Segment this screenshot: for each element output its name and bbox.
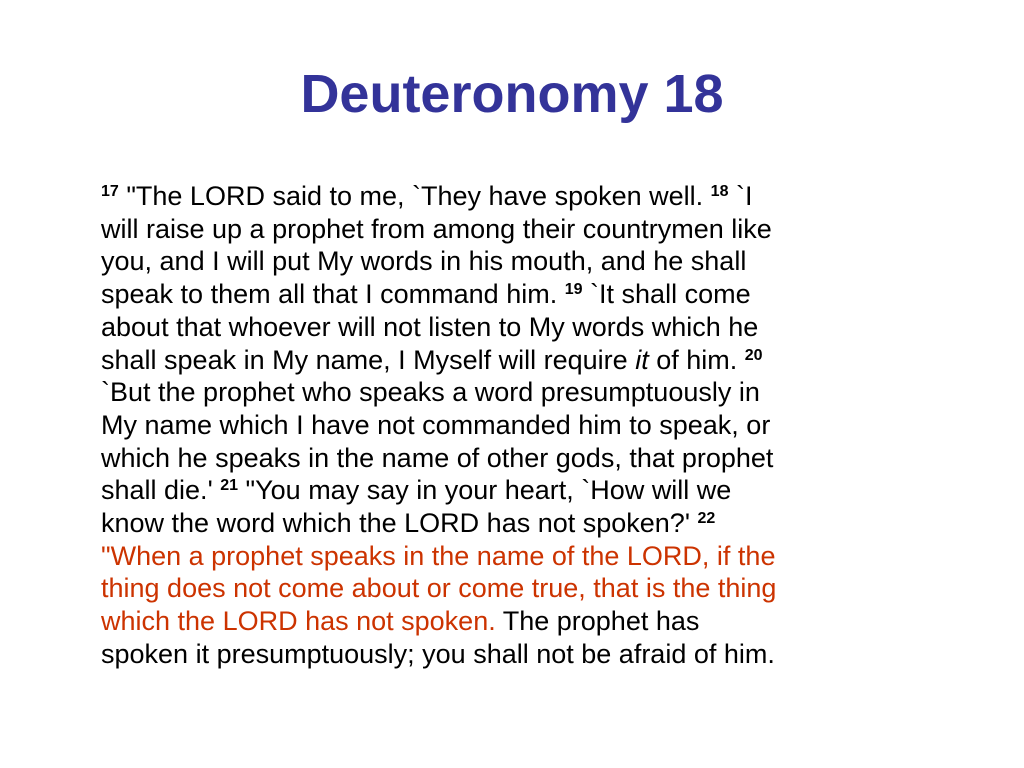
- verse-text: "The LORD said to me, `They have spoken well.: [126, 181, 704, 211]
- verse-text: shall die.': [101, 475, 213, 506]
- verse-text: "You may say in your heart, `How will we: [245, 475, 732, 506]
- verse-text: The prophet has: [502, 606, 700, 637]
- passage-line-highlighted: [101, 572, 963, 605]
- passage-line: [101, 474, 963, 507]
- verse-text: shall speak in My name, I Myself will require: [101, 344, 628, 375]
- verse-number: 18: [710, 183, 729, 200]
- passage-line: [101, 442, 963, 475]
- passage-line: [101, 245, 963, 278]
- verse-text: `But the prophet who speaks a word presumptuously in: [101, 377, 760, 408]
- highlighted-text: "When a prophet speaks in the name of the LORD, if the: [101, 540, 776, 571]
- verse-number: 17: [101, 183, 119, 200]
- verse-text: `I: [735, 181, 753, 211]
- verse-number: 20: [744, 346, 763, 364]
- verse-text: about that whoever will not listen to My words which he: [101, 311, 759, 342]
- verse-text: you, and I will put My words in his mouth, and he shall: [101, 246, 747, 277]
- verse-number: 21: [220, 477, 239, 495]
- verse-text: `It shall come: [590, 279, 751, 310]
- highlighted-text: thing does not come about or come true, that is the thing: [101, 573, 777, 604]
- passage-line: [101, 605, 963, 638]
- passage-line: [101, 638, 963, 671]
- verse-text: will raise up a prophet from among their countrymen like: [101, 213, 772, 244]
- verse-text: of him.: [656, 344, 738, 375]
- passage-line: [101, 213, 963, 246]
- verse-text: which he speaks in the name of other gods, that prophet: [101, 442, 774, 473]
- passage-line: [101, 180, 963, 213]
- passage-line: [101, 507, 963, 540]
- scripture-passage: [101, 180, 963, 671]
- passage-line: [101, 344, 963, 377]
- verse-text: My name which I have not commanded him to speak, or: [101, 409, 771, 440]
- verse-text: spoken it presumptuously; you shall not be afraid of him.: [101, 638, 775, 669]
- verse-number: 22: [697, 510, 716, 528]
- italic-word: it: [635, 344, 649, 375]
- highlighted-text: which the LORD has not spoken.: [101, 606, 496, 637]
- verse-number: 19: [564, 281, 583, 299]
- passage-line: [101, 376, 963, 409]
- passage-line: [101, 278, 963, 311]
- verse-text: know the word which the LORD has not spoken?': [101, 508, 690, 539]
- passage-line: [101, 311, 963, 344]
- verse-text: speak to them all that I command him.: [101, 279, 558, 310]
- slide-title: Deuteronomy 18: [300, 64, 724, 124]
- passage-line-highlighted: [101, 540, 963, 573]
- passage-line: [101, 409, 963, 442]
